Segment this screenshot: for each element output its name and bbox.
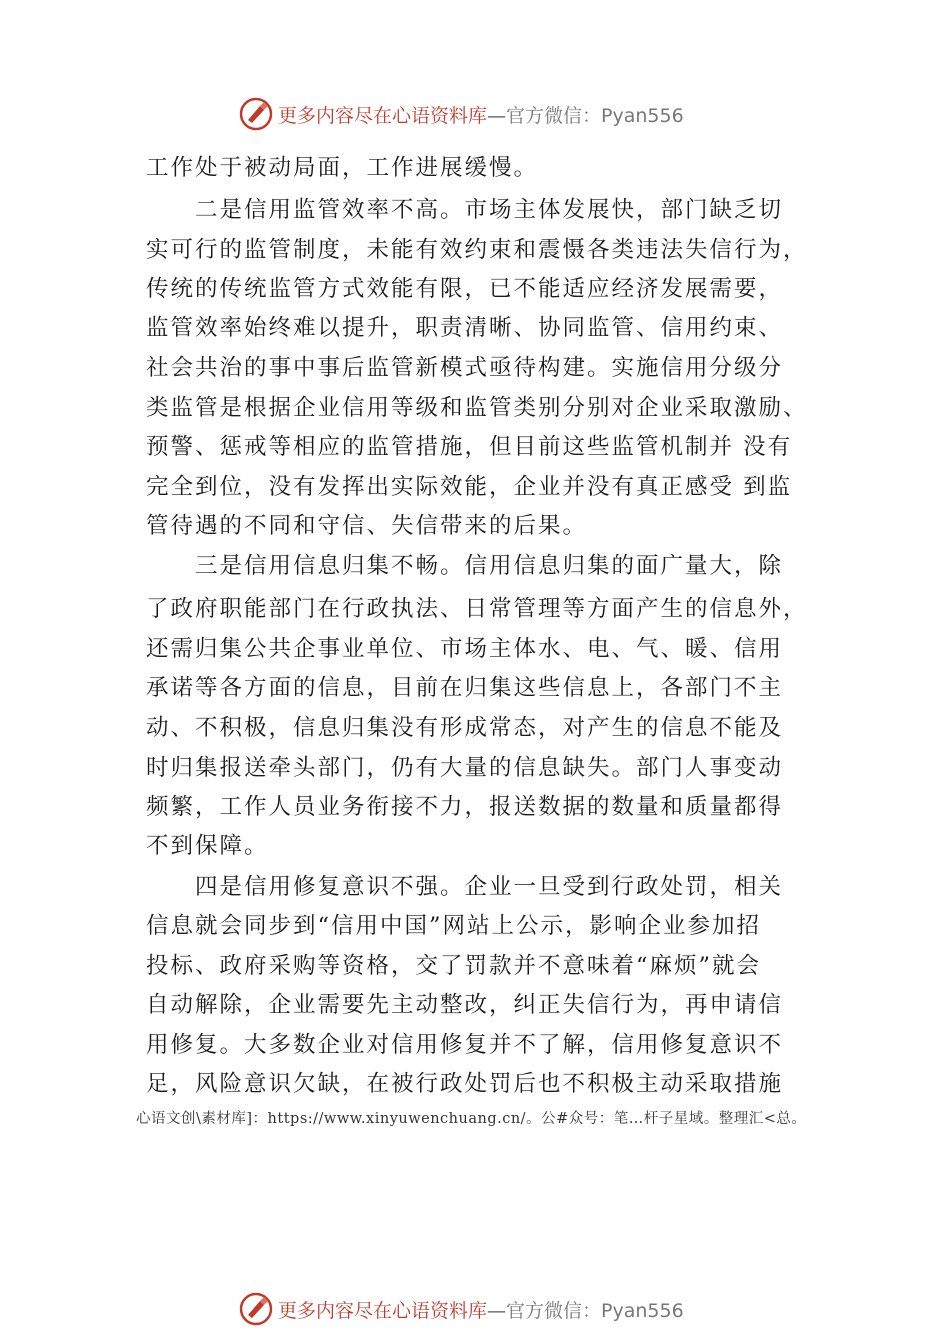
body-line: 投标、政府采购等资格，交了罚款并不意味着“麻烦”就会 (146, 953, 762, 979)
body-line: 工作处于被动局面，工作进展缓慢。 (146, 155, 539, 181)
body-line: 信息就会同步到“信用中国”网站上公示，影响企业参加招 (146, 913, 762, 939)
body-line: 自动解除，企业需要先主动整改，纠正失信行为，再申请信 (146, 992, 784, 1018)
brand-logo-icon (238, 1291, 274, 1327)
body-line: 管待遇的不同和守信、失信带来的后果。 (146, 513, 588, 539)
body-line: 时归集报送牵头部门，仍有大量的信息缺失。部门人事变动 (146, 755, 784, 781)
body-line: 用修复。大多数企业对信用修复并不了解，信用修复意识不 (146, 1032, 784, 1058)
body-line: 预警、惩戒等相应的监管措施，但目前这些监管机制并 没有 (146, 434, 793, 460)
body-line: 还需归集公共企事业单位、市场主体水、电、气、暖、信用 (146, 636, 784, 662)
footer-note: 心语文创\素材库]：https://www.xinyuwenchuang.cn/。公#众号：笔…杆子星域。整理汇<总。 (136, 1111, 807, 1127)
body-line: 不到保障。 (146, 833, 269, 859)
body-line: 社会共治的事中事后监管新模式亟待构建。实施信用分级分 (146, 355, 784, 381)
footer-contact: 官方微信：Pyan556 (506, 1299, 684, 1322)
body-line: 监管效率始终难以提升，职责清晰、协同监管、信用约束、 (146, 315, 784, 341)
body-line: 类监管是根据企业信用等级和监管类别分别对企业采取激励、 (146, 395, 808, 421)
header-separator: — (487, 104, 507, 127)
body-line: 动、不积极，信息归集没有形成常态，对产生的信息不能及 (146, 715, 784, 741)
header-contact: 官方微信：Pyan556 (506, 104, 684, 127)
body-line: 四是信用修复意识不强。企业一旦受到行政处罚，相关 (146, 874, 784, 900)
brand-logo-icon (238, 96, 274, 132)
body-line: 三是信用信息归集不畅。信用信息归集的面广量大，除 (146, 553, 784, 579)
header-banner (238, 96, 684, 132)
header-banner-text (278, 101, 684, 128)
body-line: 承诺等各方面的信息，目前在归集这些信息上，各部门不主 (146, 675, 784, 701)
footer-separator: — (487, 1299, 507, 1322)
footer-banner-text (278, 1296, 684, 1323)
body-line: 足，风险意识欠缺，在被行政处罚后也不积极主动采取措施 (146, 1071, 784, 1097)
body-line: 频繁，工作人员业务衔接不力，报送数据的数量和质量都得 (146, 794, 784, 820)
body-line: 二是信用监管效率不高。市场主体发展快，部门缺乏切 (146, 197, 784, 223)
footer-banner (238, 1291, 684, 1327)
body-line: 实可行的监管制度，未能有效约束和震慑各类违法失信行为， (146, 237, 808, 263)
header-brand: 更多内容尽在心语资料库 (278, 104, 488, 127)
footer-brand: 更多内容尽在心语资料库 (278, 1299, 488, 1322)
body-line: 完全到位，没有发挥出实际效能，企业并没有真正感受 到监 (146, 474, 793, 500)
body-line: 了政府职能部门在行政执法、日常管理等方面产生的信息外， (146, 596, 808, 622)
body-line: 传统的传统监管方式效能有限，已不能适应经济发展需要， (146, 276, 784, 302)
